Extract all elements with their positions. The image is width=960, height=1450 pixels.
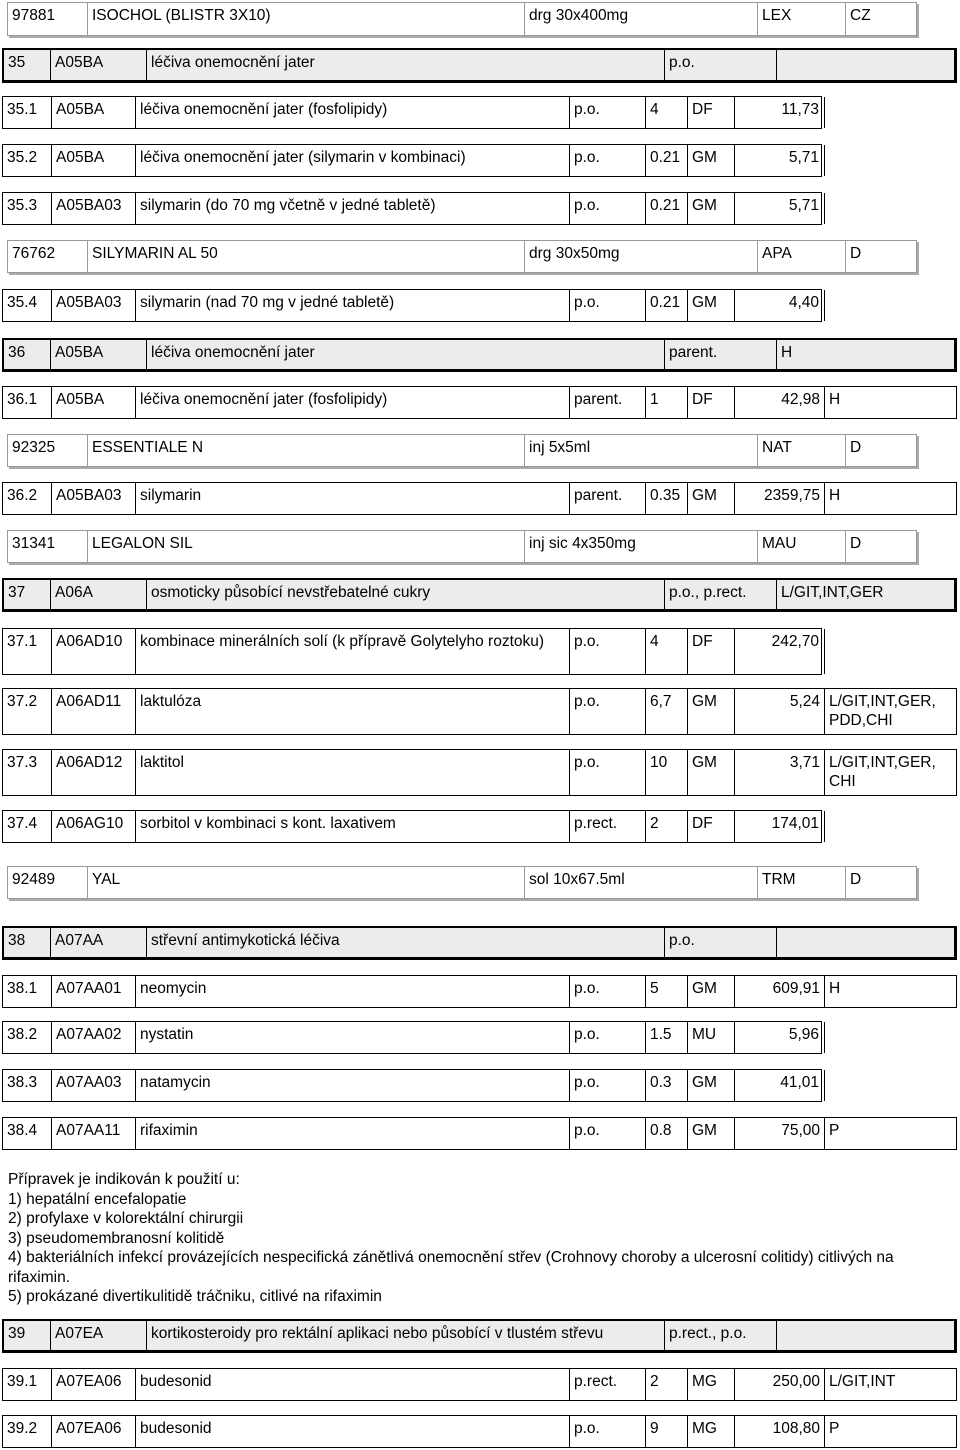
table-cell: rifaximin <box>135 1118 569 1149</box>
table-cell: A05BA <box>51 97 135 128</box>
subgroup-row <box>2 1117 957 1150</box>
table-cell: 75,00 <box>734 1118 824 1149</box>
table-cell: střevní antimykotická léčiva <box>146 928 664 957</box>
table-cell <box>824 811 833 842</box>
table-cell: parent. <box>569 387 645 418</box>
subgroup-row <box>2 749 957 796</box>
table-cell: L/GIT,INT <box>824 1369 958 1400</box>
table-cell: A05BA03 <box>51 483 135 514</box>
table-cell: 42,98 <box>734 387 824 418</box>
table-cell: 0.3 <box>645 1070 687 1101</box>
subgroup-row <box>2 1415 957 1448</box>
table-cell: A07AA02 <box>51 1022 135 1053</box>
table-cell: 0.35 <box>645 483 687 514</box>
table-cell: LEX <box>757 3 845 35</box>
table-cell: 36.2 <box>7 487 38 504</box>
note-line: 2) profylaxe v kolorektální chirurgii <box>8 1210 244 1227</box>
table-cell: 609,91 <box>734 976 824 1007</box>
table-cell: inj 5x5ml <box>524 435 757 466</box>
table-cell: p.o. <box>664 928 776 957</box>
table-cell: GM <box>687 689 734 734</box>
table-cell: 36.1 <box>7 391 38 408</box>
table-cell: parent. <box>569 483 645 514</box>
table-cell: YAL <box>87 867 524 898</box>
table-cell: GM <box>687 1118 734 1149</box>
subgroup-row <box>2 1021 822 1054</box>
table-cell: A06AD11 <box>51 689 135 734</box>
table-cell: 38.4 <box>7 1122 38 1139</box>
table-cell: 9 <box>645 1416 687 1447</box>
table-cell <box>776 928 959 957</box>
table-cell: DF <box>687 811 734 842</box>
table-cell: 38.2 <box>7 1026 38 1043</box>
table-cell: 5,71 <box>734 193 823 224</box>
table-cell: léčiva onemocnění jater <box>146 50 664 80</box>
product-row <box>7 866 917 899</box>
table-cell: MG <box>687 1416 734 1447</box>
table-cell: 37.2 <box>7 693 38 710</box>
subgroup-row <box>2 96 822 129</box>
table-cell: p.o. <box>569 976 645 1007</box>
table-cell: 35 <box>8 54 26 71</box>
table-cell: 4 <box>645 97 687 128</box>
table-cell: neomycin <box>135 976 569 1007</box>
table-cell: MAU <box>757 531 845 562</box>
table-cell: A05BA <box>51 387 135 418</box>
table-cell: p.o. <box>569 1070 645 1101</box>
table-cell: L/GIT,INT,GER <box>776 580 959 609</box>
table-cell: kombinace minerálních solí (k přípravě Golytelyho roztoku) <box>135 629 569 674</box>
table-cell: 35.2 <box>7 149 38 166</box>
table-cell: p.o., p.rect. <box>664 580 776 609</box>
table-cell <box>824 193 833 224</box>
table-cell: inj sic 4x350mg <box>524 531 757 562</box>
table-cell: 38 <box>8 932 26 949</box>
table-cell: 10 <box>645 750 687 795</box>
category-row <box>2 338 957 372</box>
table-cell <box>824 1070 833 1101</box>
table-cell: 36 <box>8 344 26 361</box>
table-cell: p.o. <box>569 145 645 176</box>
table-cell: DF <box>687 387 734 418</box>
table-cell: A06AD10 <box>51 629 135 674</box>
table-cell: 39.1 <box>7 1373 38 1390</box>
table-cell: P <box>824 1118 958 1149</box>
table-cell: A07EA06 <box>51 1369 135 1400</box>
table-cell: H <box>824 483 958 514</box>
table-cell: p.o. <box>569 97 645 128</box>
table-cell: léčiva onemocnění jater <box>146 340 664 369</box>
table-cell: p.rect. <box>569 1369 645 1400</box>
table-cell: 39 <box>8 1325 26 1342</box>
table-cell <box>776 1321 959 1350</box>
table-cell: parent. <box>664 340 776 369</box>
table-cell: 2359,75 <box>734 483 824 514</box>
table-cell: A05BA <box>50 340 146 369</box>
table-cell: 242,70 <box>734 629 823 674</box>
table-cell: p.o. <box>664 50 776 80</box>
table-cell: silymarin (nad 70 mg v jedné tabletě) <box>135 290 569 321</box>
subgroup-row <box>2 144 822 177</box>
table-cell: D <box>845 241 918 272</box>
table-cell: A07AA11 <box>51 1118 135 1149</box>
table-cell: silymarin (do 70 mg včetně v jedné tabletě) <box>135 193 569 224</box>
indication-note <box>8 1170 953 1307</box>
subgroup-row <box>2 289 822 322</box>
table-cell: 2 <box>645 811 687 842</box>
category-row <box>2 578 957 612</box>
table-cell: budesonid <box>135 1416 569 1447</box>
subgroup-row <box>2 810 822 843</box>
table-cell: p.rect. <box>569 811 645 842</box>
note-line: 5) prokázané divertikulitidě tráčniku, citlivé na rifaximin <box>8 1288 382 1305</box>
subgroup-row <box>2 386 957 419</box>
subgroup-row <box>2 975 957 1008</box>
table-cell: MU <box>687 1022 734 1053</box>
product-row <box>7 2 917 36</box>
table-cell: p.o. <box>569 629 645 674</box>
table-cell <box>824 290 833 321</box>
table-cell: 0.21 <box>645 193 687 224</box>
table-cell: 41,01 <box>734 1070 823 1101</box>
table-cell: ISOCHOL (BLISTR 3X10) <box>87 3 524 35</box>
table-cell: 0.21 <box>645 290 687 321</box>
table-cell: p.o. <box>569 1118 645 1149</box>
subgroup-row <box>2 192 822 225</box>
note-line: 3) pseudomembranosní kolitidě <box>8 1229 225 1247</box>
table-cell: p.rect., p.o. <box>664 1321 776 1350</box>
table-cell: 4 <box>645 629 687 674</box>
table-cell: 0.8 <box>645 1118 687 1149</box>
table-cell: 39.2 <box>7 1420 38 1437</box>
table-cell: kortikosteroidy pro rektální aplikaci nebo působící v tlustém střevu <box>146 1321 664 1350</box>
note-line: Přípravek je indikován k použití u: <box>8 1171 240 1188</box>
table-cell: GM <box>687 483 734 514</box>
table-cell <box>824 629 833 674</box>
table-cell: ESSENTIALE N <box>87 435 524 466</box>
note-line: 4) bakteriálních infekcí provázejících nespecifická zánětlivá onemocnění střev (Crohnovy choroby a ulcerosní colitidy) citlivých na rifaximin. <box>8 1249 894 1286</box>
table-cell: 37 <box>8 584 26 601</box>
table-cell: silymarin <box>135 483 569 514</box>
table-cell: p.o. <box>569 689 645 734</box>
table-cell: 4,40 <box>734 290 823 321</box>
table-cell: 0.21 <box>645 145 687 176</box>
product-row <box>7 530 917 563</box>
table-cell: 35.3 <box>7 197 38 214</box>
table-cell: A07EA06 <box>51 1416 135 1447</box>
table-cell: laktulóza <box>135 689 569 734</box>
table-cell: H <box>824 387 958 418</box>
table-cell: SILYMARIN AL 50 <box>87 241 524 272</box>
table-cell: H <box>776 340 959 369</box>
table-cell: léčiva onemocnění jater (fosfolipidy) <box>135 387 569 418</box>
table-cell: 2 <box>645 1369 687 1400</box>
table-cell: A05BA <box>50 50 146 80</box>
table-cell: 38.1 <box>7 980 38 997</box>
table-cell: A05BA <box>51 145 135 176</box>
table-cell: D <box>845 531 918 562</box>
table-cell: GM <box>687 750 734 795</box>
table-cell: laktitol <box>135 750 569 795</box>
table-cell: 76762 <box>12 245 56 262</box>
table-cell: 35.4 <box>7 294 38 311</box>
table-cell: CZ <box>845 3 918 35</box>
table-cell: osmoticky působící nevstřebatelné cukry <box>146 580 664 609</box>
table-cell: D <box>845 867 918 898</box>
table-cell: DF <box>687 629 734 674</box>
table-cell: A05BA03 <box>51 193 135 224</box>
table-cell <box>824 97 833 128</box>
table-cell: A06AG10 <box>51 811 135 842</box>
table-cell: A07AA <box>50 928 146 957</box>
table-cell: A07EA <box>50 1321 146 1350</box>
subgroup-row <box>2 1069 822 1102</box>
subgroup-row <box>2 482 957 515</box>
table-cell: A06AD12 <box>51 750 135 795</box>
table-cell: NAT <box>757 435 845 466</box>
table-cell: A05BA03 <box>51 290 135 321</box>
table-cell: H <box>824 976 958 1007</box>
table-cell <box>824 145 833 176</box>
table-cell: 3,71 <box>734 750 824 795</box>
table-cell: TRM <box>757 867 845 898</box>
table-cell: 5 <box>645 976 687 1007</box>
table-cell: sol 10x67.5ml <box>524 867 757 898</box>
product-row <box>7 240 917 273</box>
table-cell: 11,73 <box>734 97 823 128</box>
table-cell: 5,71 <box>734 145 823 176</box>
table-cell: 37.4 <box>7 815 38 832</box>
table-cell: 5,96 <box>734 1022 823 1053</box>
table-cell: 37.1 <box>7 633 38 650</box>
table-cell: budesonid <box>135 1369 569 1400</box>
table-cell: léčiva onemocnění jater (silymarin v kombinaci) <box>135 145 569 176</box>
subgroup-row <box>2 628 822 675</box>
table-cell: A06A <box>50 580 146 609</box>
table-cell: p.o. <box>569 1416 645 1447</box>
table-cell: 250,00 <box>734 1369 824 1400</box>
table-cell: 31341 <box>12 535 56 552</box>
table-cell: 92489 <box>12 871 56 888</box>
category-row <box>2 1319 957 1353</box>
table-cell: 108,80 <box>734 1416 824 1447</box>
table-cell: p.o. <box>569 290 645 321</box>
table-cell: p.o. <box>569 193 645 224</box>
table-cell: 97881 <box>12 7 56 24</box>
table-cell: 174,01 <box>734 811 823 842</box>
table-cell: GM <box>687 976 734 1007</box>
note-line: 1) hepatální encefalopatie <box>8 1190 187 1208</box>
table-cell: 37.3 <box>7 754 38 771</box>
table-cell: 5,24 <box>734 689 824 734</box>
table-cell: p.o. <box>569 1022 645 1053</box>
subgroup-row <box>2 688 957 735</box>
table-cell: D <box>845 435 918 466</box>
category-row <box>2 926 957 960</box>
table-cell <box>776 50 959 80</box>
table-cell: 35.1 <box>7 101 38 118</box>
table-cell: A07AA01 <box>51 976 135 1007</box>
table-cell: GM <box>687 145 734 176</box>
table-cell: natamycin <box>135 1070 569 1101</box>
table-cell: 92325 <box>12 439 56 456</box>
table-cell: GM <box>687 290 734 321</box>
table-cell: 38.3 <box>7 1074 38 1091</box>
table-cell: 6,7 <box>645 689 687 734</box>
table-cell: L/GIT,INT,GER, PDD,CHI <box>824 689 958 734</box>
table-cell: nystatin <box>135 1022 569 1053</box>
table-cell: sorbitol v kombinaci s kont. laxativem <box>135 811 569 842</box>
table-cell <box>824 1022 833 1053</box>
subgroup-row <box>2 1368 957 1401</box>
table-cell: 1.5 <box>645 1022 687 1053</box>
table-cell: L/GIT,INT,GER, CHI <box>824 750 958 795</box>
product-row <box>7 434 917 467</box>
table-cell: P <box>824 1416 958 1447</box>
table-cell: GM <box>687 1070 734 1101</box>
table-cell: GM <box>687 193 734 224</box>
table-cell: 1 <box>645 387 687 418</box>
table-cell: MG <box>687 1369 734 1400</box>
table-cell: LEGALON SIL <box>87 531 524 562</box>
table-cell: A07AA03 <box>51 1070 135 1101</box>
table-cell: drg 30x50mg <box>524 241 757 272</box>
category-row <box>2 48 957 83</box>
table-cell: APA <box>757 241 845 272</box>
table-cell: p.o. <box>569 750 645 795</box>
table-cell: drg 30x400mg <box>524 3 757 35</box>
table-cell: léčiva onemocnění jater (fosfolipidy) <box>135 97 569 128</box>
table-cell: DF <box>687 97 734 128</box>
